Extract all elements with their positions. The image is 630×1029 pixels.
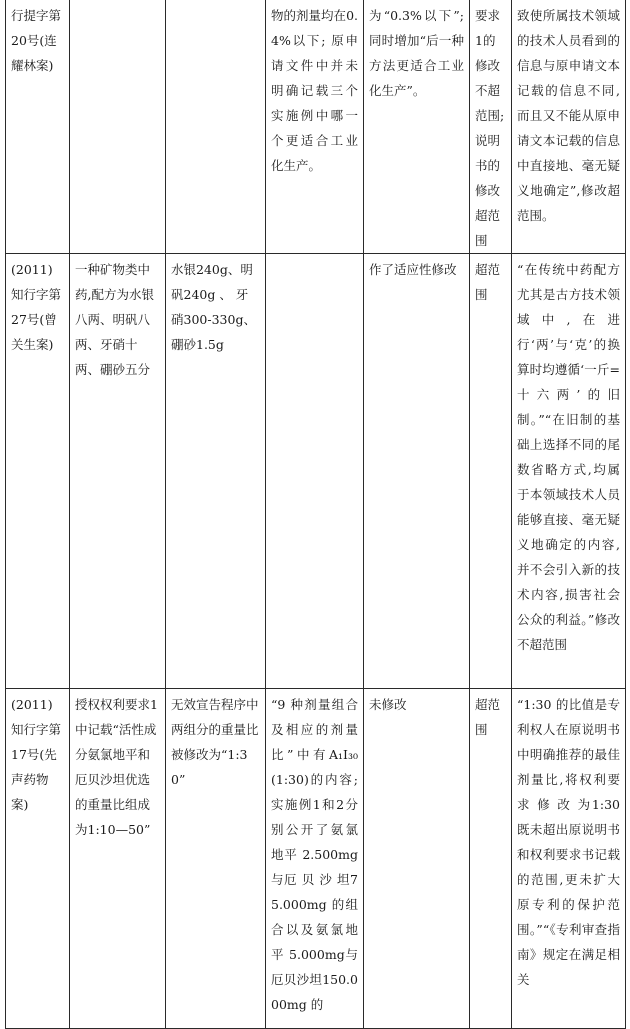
conclusion-cell: 超范围 — [470, 254, 512, 689]
table-row — [6, 689, 626, 1029]
modification-cell: 无效宣告程序中两组分的重量比被修改为“1:30” — [166, 689, 266, 1029]
table-row — [6, 254, 626, 689]
case-number-cell: (2011)知行字第27号(曾关生案) — [6, 254, 70, 689]
claim-cell: 授权权利要求1中记载“活性成分氨氯地平和厄贝沙坦优选的重量比组成为1:10—50” — [70, 689, 166, 1029]
claim-cell — [70, 0, 166, 254]
original-text-cell — [266, 254, 364, 689]
modification-cell — [166, 0, 266, 254]
claim-cell: 一种矿物类中药,配方为水银八两、明矾八两、牙硝十两、硼砂五分 — [70, 254, 166, 689]
table-row — [6, 0, 626, 254]
modification-cell: 水银240g、明矾240g 、 牙 硝300-330g、硼砂1.5g — [166, 254, 266, 689]
case-comparison-table — [5, 0, 626, 1029]
court-view-cell: 致使所属技术领域的技术人员看到的信息与原申请文本记载的信息不同,而且又不能从原申请文本记载的信息中直接地、毫无疑义地确定”,修改超范围。 — [512, 0, 626, 254]
case-number-cell: 行提字第20号(连耀林案) — [6, 0, 70, 254]
court-view-cell: “在传统中药配方尤其是古方技术领域中,在进行‘两’与‘克’的换算时均遵循‘一斤=十六两’的旧制。”“在旧制的基础上选择不同的尾数省略方式,均属于本领域技术人员能够直接、毫无疑义地确定的内容,并不会引入新的技术内容,损害社会公众的利益。”修改不超范围 — [512, 254, 626, 689]
court-view-cell: “1:30 的比值是专利权人在原说明书中明确推荐的最佳剂量比,将权利要 求 修 改 为1:30 既未超出原说明书和权利要求书记载的范围,更未扩大原专利的保护范围。”“《专利审查指南》规定在满足相关 — [512, 689, 626, 1029]
original-text-cell: “9 种剂量组合及相应的剂量比”中有A₁I₃₀(1:30)的内容;实施例1和2分别公开了氨氯地平 2.500mg 与厄 贝 沙 坦75.000mg 的组合以及氨氯地平 5.000mg与厄贝沙坦150.000mg 的 — [266, 689, 364, 1029]
reason-cell: 为“0.3%以下”; 同时增加“后一种方法更适合工业化生产”。 — [364, 0, 470, 254]
conclusion-cell: 超范围 — [470, 689, 512, 1029]
conclusion-cell: 要求1的修改不超范围; 说明书的修改超范围 — [470, 0, 512, 254]
case-number-cell: (2011)知行字第17号(先声药物案) — [6, 689, 70, 1029]
reason-cell: 作了适应性修改 — [364, 254, 470, 689]
reason-cell: 未修改 — [364, 689, 470, 1029]
original-text-cell: 物的剂量均在0.4%以下; 原申请文件中并未明确记载三个实施例中哪一个更适合工业化生产。 — [266, 0, 364, 254]
